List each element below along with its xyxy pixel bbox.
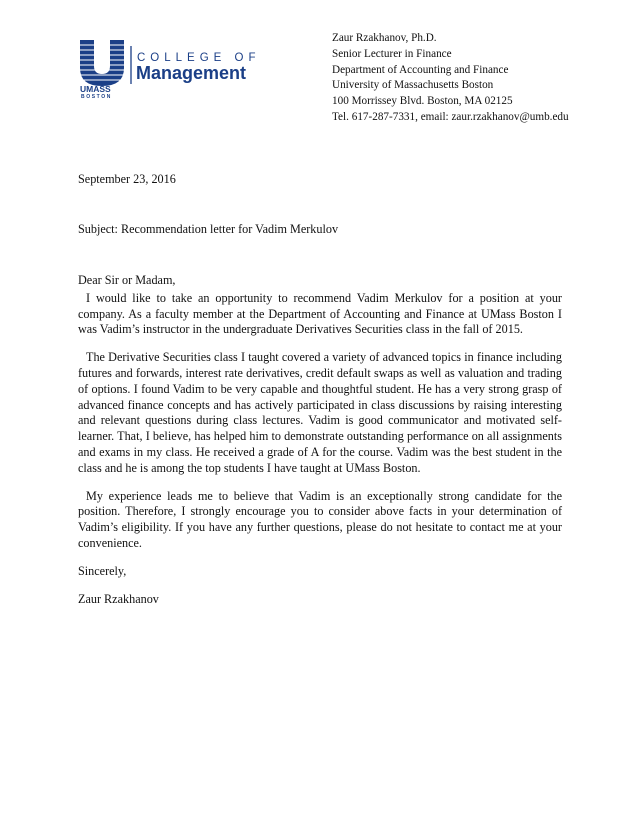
salutation: Dear Sir or Madam, xyxy=(78,273,176,287)
sender-university: University of Massachusetts Boston xyxy=(332,79,494,92)
paragraph-recommendation: My experience leads me to believe that Vadim is an exceptionally strong candidate for the position. Therefore, I strongly encourage you to consider above facts in your determination of Vadim’s eligibility. If you have any further questions, please do not hesitate to contact me at your convenience. xyxy=(78,488,562,550)
sender-title: Senior Lecturer in Finance xyxy=(332,47,452,60)
sender-name: Zaur Rzakhanov, Ph.D. xyxy=(332,32,437,44)
logo-college-of-text: COLLEGE OF xyxy=(137,52,261,64)
letter-subject: Subject: Recommendation letter for Vadim Merkulov xyxy=(78,222,339,236)
sender-department: Department of Accounting and Finance xyxy=(332,63,509,76)
umass-u-mark-icon xyxy=(78,40,126,86)
letter-date: September 23, 2016 xyxy=(78,172,176,186)
sender-contact: Tel. 617-287-7331, email: zaur.rzakhanov@umb.edu xyxy=(332,110,569,123)
logo-boston-text: BOSTON xyxy=(81,94,112,98)
paragraph-course-performance: The Derivative Securities class I taught covered a variety of advanced topics in finance including futures and forwards, interest rate derivatives, credit default swaps as well as valuation and trading of options. I found Vadim to be very capable and thoughtful student. He has a very strong grasp of advanced finance concepts and has actively participated in class discussions by raising interesting and relevant questions during class lectures. Vadim is good communicator and motivated self-learner. That, I believe, has helped him to demonstrate outstanding performance on all assignments and exams in my class. He received a grade of A for the course. Vadim was the best student in the class and he is among the top students I have taught at UMass Boston. xyxy=(78,350,562,475)
sender-street-address: 100 Morrissey Blvd. Boston, MA 02125 xyxy=(332,95,513,108)
logo-umass-text: UMASS xyxy=(80,84,111,94)
closing: Sincerely, xyxy=(78,563,127,578)
paragraph-introduction: I would like to take an opportunity to recommend Vadim Merkulov for a position at your company. As a faculty member at the Department of Accounting and Finance at UMass Boston I was Vadim’s instructor in the undergraduate Derivatives Securities class in the fall of 2015. xyxy=(78,290,562,337)
sender-address-block xyxy=(332,31,569,126)
logo-management-text: Management xyxy=(136,63,247,83)
letter-body xyxy=(78,273,562,607)
signature-name: Zaur Rzakhanov xyxy=(78,591,159,606)
umass-boston-college-of-management-logo xyxy=(78,36,268,98)
